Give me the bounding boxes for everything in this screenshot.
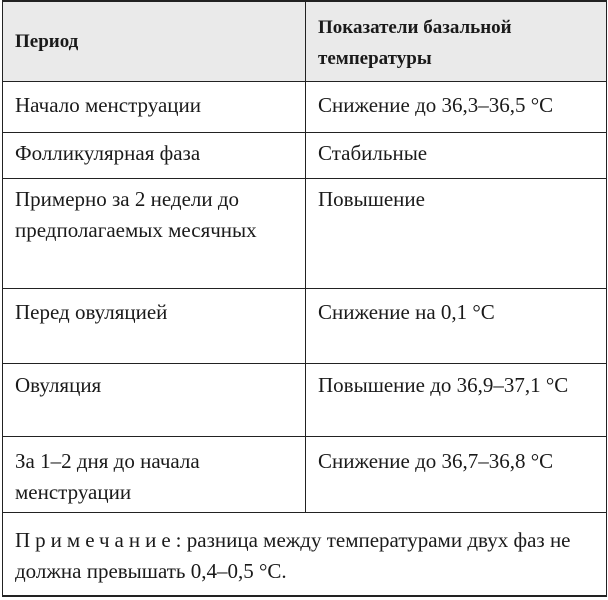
cell-temperature: Повышение до 36,9–37,1 °C: [306, 364, 607, 437]
header-temperature: Показатели базальной температуры: [306, 1, 607, 82]
note-cell: [3, 513, 607, 597]
cell-temperature: Снижение на 0,1 °C: [306, 289, 607, 364]
table-row: [3, 289, 607, 364]
cell-period: Начало менструации: [3, 82, 306, 133]
note-text: : разница между температурами двух фаз не должна превышать 0,4–0,5 °C.: [15, 528, 571, 583]
cell-temperature: Повышение: [306, 179, 607, 289]
cell-temperature: Снижение до 36,7–36,8 °C: [306, 437, 607, 513]
cell-temperature: Снижение до 36,3–36,5 °C: [306, 82, 607, 133]
basal-temperature-table: [2, 0, 607, 597]
table-row: [3, 437, 607, 513]
table-row: [3, 364, 607, 437]
cell-period: Перед овуляцией: [3, 289, 306, 364]
cell-period: За 1–2 дня до начала менструации: [3, 437, 306, 513]
header-period: Период: [3, 1, 306, 82]
cell-period: Фолликулярная фаза: [3, 133, 306, 179]
table-row: [3, 133, 607, 179]
basal-temperature-table-container: [2, 0, 606, 597]
header-row: [3, 1, 607, 82]
note-label: Примечание: [15, 528, 176, 552]
table-row: [3, 179, 607, 289]
cell-period: Примерно за 2 недели до предполагаемых месячных: [3, 179, 306, 289]
table-body: [3, 82, 607, 597]
note-row: [3, 513, 607, 597]
cell-temperature: Стабильные: [306, 133, 607, 179]
table-row: [3, 82, 607, 133]
cell-period: Овуляция: [3, 364, 306, 437]
table-header: [3, 1, 607, 82]
